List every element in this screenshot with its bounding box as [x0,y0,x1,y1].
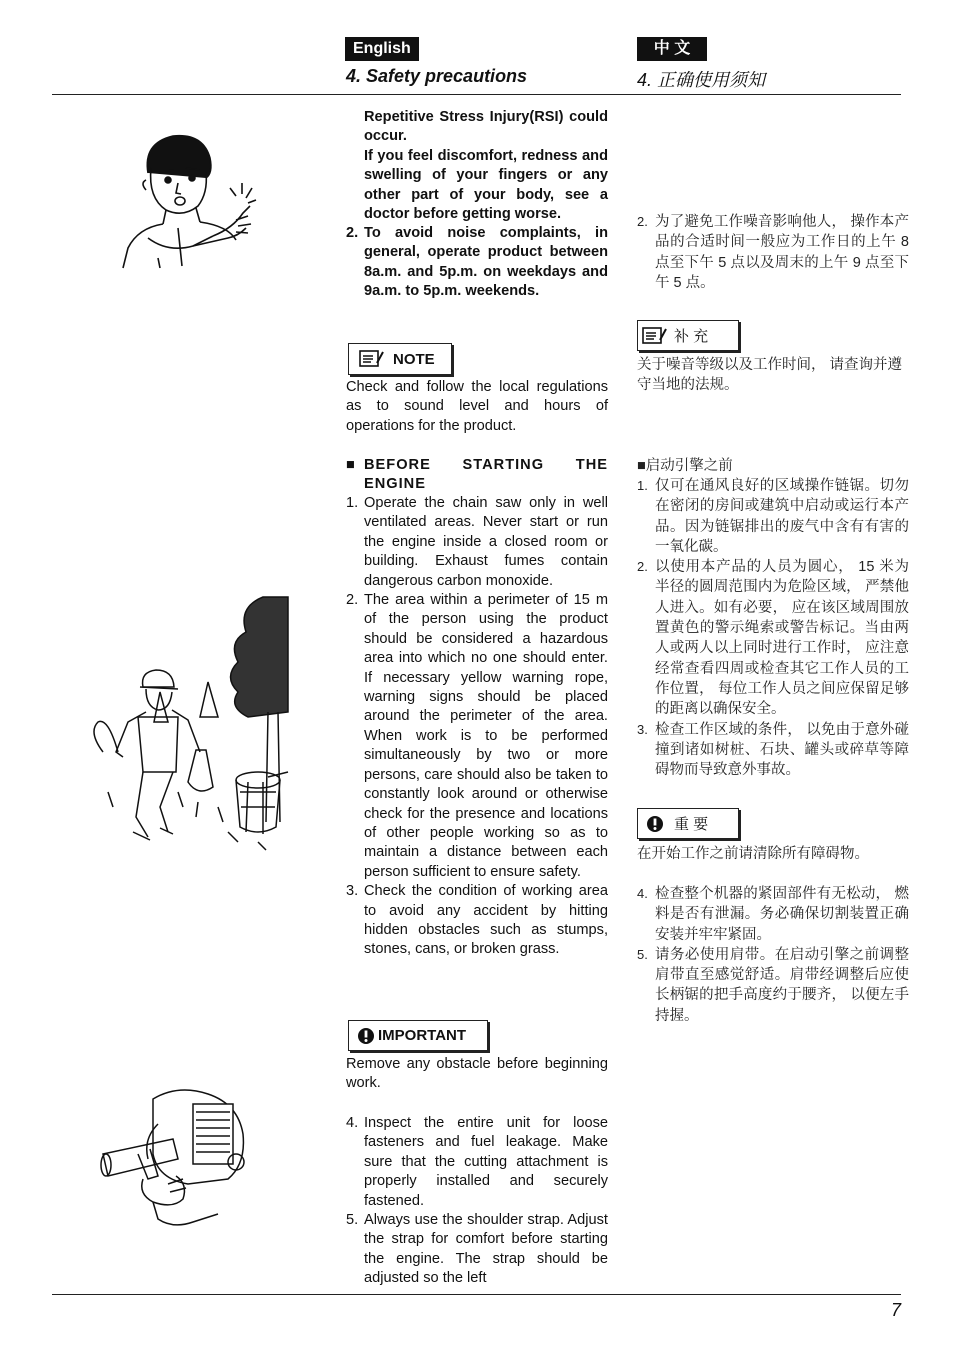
inspection-list-en [346,1114,608,1289]
item-text: 以使用本产品的人员为圆心， 15 米为半径的圆周范围内为危险区域， 严禁他人进入。如有必要， 应在该区域周围放置黄色的警示绳索或警告标记。当由两人或两人以上同时进行工作时， 应注意经常查看四周或检查其它工作人员的工作位置， 每位工作人员之间应保留足够的距离以确保安全。 [655,559,909,718]
item-text: Check the condition of working area to avoid any accident by hitting hidden obstacles such as stumps, stones, cans, or broken grass. [364,883,608,958]
exclamation-icon [357,1027,375,1045]
item-number: 1. [346,495,359,511]
list-item [637,720,909,781]
list-item [346,1211,608,1289]
section-title-zh: 4. 正确使用须知 [637,70,766,90]
worker-clearing-illustration [88,592,292,854]
list-item [637,884,909,945]
item-number: 2. [637,559,648,575]
list-item [346,591,608,882]
before-starting-list-en [346,494,608,960]
item-number: 4. [637,886,648,901]
rsi-line-1: Repetitive Stress Injury(RSI) could occur. [364,109,608,145]
item-text: The area within a perimeter of 15 m of the person using the product should be considered a hazardous area into which no one should enter. If necessary yellow warning rope, warning signs should be placed around the perimeter of the area. When work is to be performed simultaneously by two or more persons, care should also be taken to constantly look around or otherwise check for the presence and locations of other people working so as to maintain a distance between each person sufficient to ensure safety. [364,592,608,880]
important-badge-zh [637,808,739,839]
noise-item-en [346,224,608,302]
inspection-list-zh [637,884,909,1026]
list-item [637,476,909,557]
item-text: 请务必使用肩带。在启动引擎之前调整肩带直至感觉舒适。肩带经调整后应使长柄锯的把手高度约于腰齐， 以便左手持握。 [655,946,909,1024]
noise-item-zh [637,212,909,293]
item-number: 2. [346,225,359,241]
note-badge-zh [637,320,739,351]
section-title-en: 4. Safety precautions [346,66,528,86]
item-text: 检查整个机器的紧固部件有无松动， 燃料是否有泄漏。务必确保切割装置正确安装并牢牢紧固。 [655,886,909,943]
item-number: 3. [637,721,648,737]
item-text: To avoid noise complaints, in general, operate product between 8a.m. and 5p.m. on weekdays and 9a.m. to 5p.m. weekends. [364,225,608,300]
list-item [346,494,608,591]
note-text-zh: 关于噪音等级以及工作时间， 请查询并遵守当地的法规。 [637,357,903,394]
list-item [346,1114,608,1211]
header-rule [52,94,901,95]
note-badge-en [348,343,452,375]
trimmer-grip-illustration [98,1084,254,1232]
note-text-en: Check and follow the local regulations as to sound level and hours of operations for the product. [346,379,608,434]
list-item [637,557,909,719]
rsi-illustration [118,128,263,270]
note-label-zh: 补 充 [674,328,709,345]
section-marker: ■ [346,457,355,473]
important-label: IMPORTANT [378,1027,467,1044]
item-number: 5. [346,1212,359,1229]
before-starting-list-zh [637,476,909,780]
item-text: 仅可在通风良好的区域操作链锯。切勿在密闭的房间或建筑中启动或运行本产品。因为链锯排出的废气中含有有害的一氧化碳。 [655,478,909,555]
footer-rule [52,1294,901,1295]
list-item [637,945,909,1026]
note-icon [642,326,668,346]
item-number: 5. [637,946,648,962]
chinese-language-tag: 中 文 [637,37,707,61]
note-label: NOTE [393,350,435,368]
rsi-line-2: If you feel discomfort, redness and swelling of your fingers or any other part of your body, see a doctor before getting worse. [364,147,608,223]
rsi-warning-en [364,108,608,224]
important-text-en: Remove any obstacle before beginning work. [346,1056,608,1092]
item-text: Always use the shoulder strap. Adjust the strap for comfort before starting the engine. The strap should be adjusted so the left [364,1212,608,1287]
item-number: 2. [346,592,359,609]
item-text: Operate the chain saw only in well ventilated areas. Never start or run the engine inside a closed room or building. Exhaust fumes contain dangerous carbon monoxide. [364,495,608,589]
section-heading-text: BEFORE STARTING THE ENGINE [364,457,608,493]
before-starting-heading-zh: ■启动引擎之前 [637,458,733,474]
english-language-tag: English [345,37,419,61]
exclamation-icon [646,815,664,833]
before-starting-heading-en [346,456,608,495]
item-text: 为了避免工作噪音影响他人， 操作本产品的合适时间一般应为工作日的上午 8 点至下午 5 点以及周末的上午 9 点至下午 5 点。 [655,214,909,291]
item-number: 2. [637,214,648,229]
note-icon [359,349,385,369]
important-text-zh: 在开始工作之前请清除所有障碍物。 [637,846,869,862]
item-text: 检查工作区域的条件， 以免由于意外碰撞到诸如树桩、石块、罐头或碎草等障碍物而导致意外事故。 [655,721,909,779]
important-label-zh: 重 要 [674,816,709,833]
important-badge-en [348,1020,488,1051]
page-number: 7 [890,1300,901,1320]
item-number: 1. [637,478,648,493]
item-number: 4. [346,1115,359,1131]
list-item [346,882,608,960]
item-text: Inspect the entire unit for loose fasteners and fuel leakage. Make sure that the cutting attachment is properly installed and securely fastened. [364,1115,608,1209]
item-number: 3. [346,883,359,900]
